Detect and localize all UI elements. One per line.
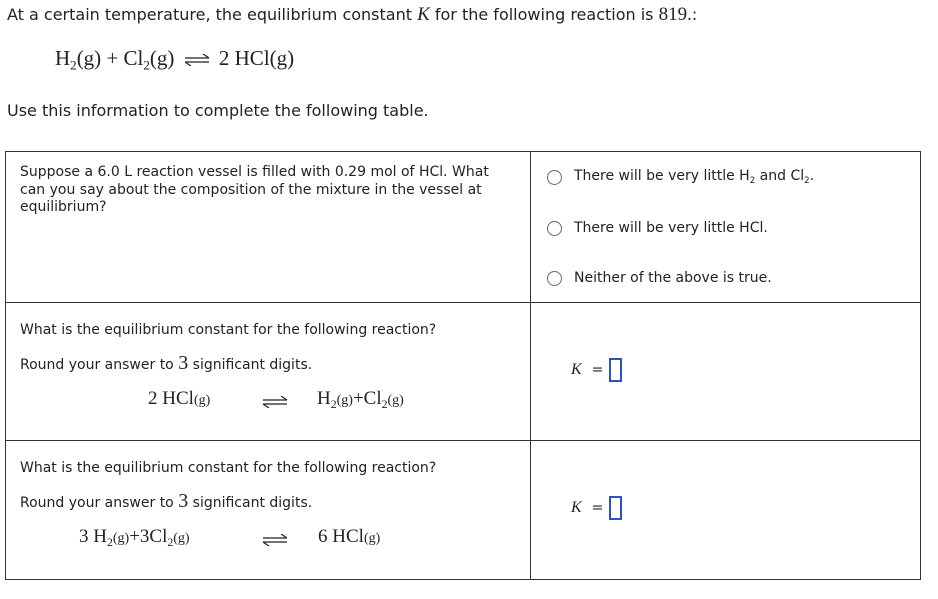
question-line: Round your answer to 3 significant digits. [20,489,313,512]
equilibrium-arrow-icon [262,534,288,546]
table-row [6,303,921,441]
reactant-cl-subscript: 2 [143,57,150,73]
reactant-h-state: (g) [76,46,102,70]
reaction-lhs: 2 HCl(g) [148,387,211,409]
k-answer-input[interactable] [609,358,622,382]
option-little-hcl[interactable] [547,220,768,236]
equals-sign: = [591,500,604,516]
question-line: Round your answer to 3 significant digits. [20,351,313,374]
reactant-cl: Cl [123,46,144,70]
option-label: Neither of the above is true. [574,270,772,286]
reaction-rhs: $H_2(g)+Cl_2(g)$ [317,387,404,411]
sig-digits-number: 3 [178,489,189,512]
sig-digits-number: 3 [178,351,189,374]
intro-prefix: At a certain temperature, the equilibrium constant [7,5,412,24]
table-row [6,152,921,303]
question-table [5,151,921,580]
reactant-h: H [55,46,71,70]
k-answer-group [571,496,622,520]
question-cell [6,152,531,303]
radio-button[interactable] [547,271,562,286]
plus-sign: + [106,46,119,70]
question-line: What is the equilibrium constant for the following reaction? [20,322,437,338]
question-text [6,441,530,520]
reaction-equation [6,520,530,554]
equilibrium-arrow-icon [262,396,288,408]
table-row [6,441,921,580]
radio-button[interactable] [547,221,562,236]
question-line: What is the equilibrium constant for the following reaction? [20,460,437,476]
k-answer-group [571,358,622,382]
option-little-h2-cl2[interactable] [547,168,814,186]
reactant-cl-state: (g) [149,46,175,70]
k-answer-input[interactable] [609,496,622,520]
product-hcl: 2 HCl [218,46,270,70]
intro-k-symbol: K [417,4,430,25]
question-cell [6,441,531,580]
k-label: K [571,499,582,516]
answer-cell [531,152,921,303]
option-label: There will be very little $H_2$ and $Cl_2$. [574,168,815,187]
option-neither[interactable] [547,270,772,286]
k-label: K [571,361,582,378]
intro-suffix: : [691,5,698,24]
answer-cell [531,441,921,580]
question-cell [6,303,531,441]
option-label: There will be very little HCl. [574,220,768,236]
question-text: Suppose a 6.0 L reaction vessel is filled with 0.29 mol of HCl. What can you say about the composition of the mixture in the vessel at equilibrium? [20,164,489,215]
reaction-equation [6,382,530,416]
equals-sign: = [591,362,604,378]
radio-button[interactable] [547,170,562,185]
main-reaction [55,46,294,74]
reaction-lhs: 3 $H_2(g)+3Cl_2(g)$ [79,525,190,549]
reactant-h-subscript: 2 [70,57,77,73]
product-hcl-state: (g) [269,46,295,70]
intro-k-value: 819. [658,4,692,25]
answer-cell [531,303,921,441]
question-text [6,303,530,382]
problem-intro [7,4,697,26]
equilibrium-arrow-icon [184,54,210,66]
reaction-rhs: 6 HCl(g) [318,525,381,547]
intro-middle: for the following reaction is [434,5,654,24]
instruction-text: Use this information to complete the following table. [7,101,429,120]
